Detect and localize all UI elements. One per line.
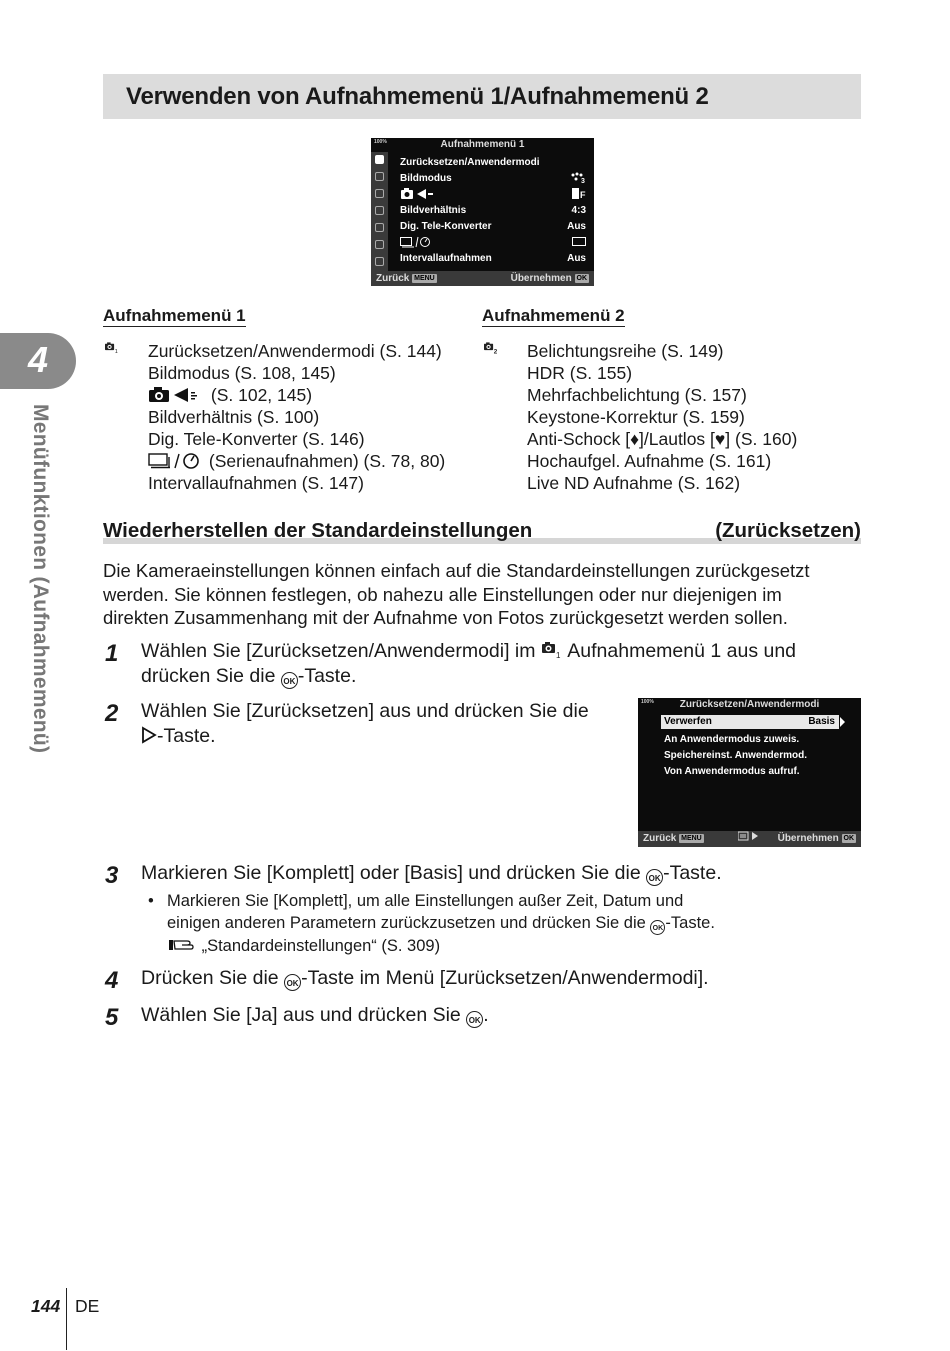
svg-text:1: 1 <box>555 651 561 660</box>
screen-header: Aufnahmemenü 1 <box>440 139 525 150</box>
svg-text:1: 1 <box>114 348 118 355</box>
svg-text:2: 2 <box>493 348 498 355</box>
step-5-text: Wählen Sie [Ja] aus und drücken Sie OK . <box>141 1004 489 1026</box>
playback-menu-tab-icon <box>375 206 384 215</box>
step-number: 1 <box>105 640 119 667</box>
menu-row: An Anwendermodus zuweis. <box>664 734 800 745</box>
quality-setting-icon <box>572 188 586 204</box>
menu-row: Speichereinst. Anwendermod. <box>664 750 807 761</box>
shooting-menu-1-icon <box>103 341 121 360</box>
list-item: Bildverhältnis (S. 100) <box>148 407 320 427</box>
custom-menu-tab-icon <box>375 223 384 232</box>
menu-row <box>400 236 586 250</box>
menu-row: Bildmodus 3 <box>400 172 586 186</box>
step-3-bullet: Markieren Sie [Komplett], um alle Einstellungen außer Zeit, Datum und einigen anderen Parametern zurückzusetzen und drücken Sie die OK -Taste. „Standardeinstellungen“ (S. 309) <box>167 892 715 955</box>
section-title-right: (Zurücksetzen) <box>715 519 861 542</box>
single-frame-icon <box>572 236 586 251</box>
ok-button-icon: OK <box>281 672 298 689</box>
ok-button-icon: OK <box>646 869 663 886</box>
shooting-menu-2-tab-icon <box>375 172 384 181</box>
screen-footer: Zurück MENU Übernehmen OK <box>371 271 594 286</box>
chapter-number: 4 <box>27 339 49 380</box>
svg-text:3: 3 <box>581 178 585 184</box>
step-1-text: Wählen Sie [Zurücksetzen/Anwendermodi] im 1 Aufnahmemenü 1 aus und drücken Sie die OK -Taste. <box>141 640 797 687</box>
list-item: Keystone-Korrektur (S. 159) <box>527 407 745 427</box>
step-3-text: Markieren Sie [Komplett] oder [Basis] und drücken Sie die OK -Taste. <box>141 862 722 884</box>
menu2-title-wrap <box>482 306 625 326</box>
menu1-title: Aufnahmemenü 1 <box>103 306 246 325</box>
list-item: Mehrfachbelichtung (S. 157) <box>527 385 747 405</box>
step-number: 4 <box>105 967 119 994</box>
section-title: Wiederherstellen der Standardeinstellungen <box>103 519 533 542</box>
shooting-menu-2-icon <box>482 341 500 360</box>
step-number: 3 <box>105 862 119 889</box>
step-number: 2 <box>105 700 119 727</box>
still-quality-icon <box>400 192 436 203</box>
ok-button-icon: OK <box>284 974 301 991</box>
battery-indicator: 100% <box>374 139 387 145</box>
step-4-text: Drücken Sie die OK -Taste im Menü [Zurücksetzen/Anwendermodi]. <box>141 967 709 989</box>
drive-self-timer-icon <box>400 240 432 251</box>
camera-screen-reset-custom-modes <box>638 698 861 847</box>
screen-footer: Zurück MENU Übernehmen OK <box>638 831 861 847</box>
svg-text:F: F <box>580 190 586 199</box>
reference-hand-icon <box>167 937 197 955</box>
drive-self-timer-icon <box>148 451 204 471</box>
menu-row: Dig. Tele-Konverter Aus <box>400 221 586 232</box>
step-number: 5 <box>105 1004 119 1031</box>
menu2-title: Aufnahmemenü 2 <box>482 306 625 325</box>
list-item: Anti-Schock [♦]/Lautlos [♥] (S. 160) <box>527 429 798 449</box>
step-2-text: Wählen Sie [Zurücksetzen] aus und drücken Sie die -Taste. <box>141 700 589 747</box>
intro-paragraph: Die Kameraeinstellungen können einfach auf die Standardeinstellungen zurückgesetzt werden. Sie können festlegen, ob nahezu alle Einstellungen oder nur diejenigen im direkten Zusammenhang mit der Aufnahme von Fotos zurückgesetzt werden sollen. <box>103 560 810 628</box>
video-menu-tab-icon <box>375 189 384 198</box>
menu-row: Von Anwendermodus aufruf. <box>664 766 800 777</box>
screen-header: Zurücksetzen/Anwendermodi <box>679 699 820 710</box>
menu-row: Zurücksetzen/Anwendermodi <box>400 157 540 168</box>
battery-indicator: 100% <box>641 699 654 705</box>
shooting-menu-1-tab-icon <box>375 155 384 164</box>
menu2-list <box>527 340 797 494</box>
page-number: 144 <box>31 1296 61 1316</box>
my-menu-tab-icon <box>375 257 384 266</box>
step-3-bullet-mark: • <box>148 892 154 910</box>
menu-row <box>400 188 586 202</box>
setup-menu-tab-icon <box>375 240 384 249</box>
menu1-list <box>148 340 445 494</box>
list-item: Dig. Tele-Konverter (S. 146) <box>148 429 365 449</box>
chapter-label: Menüfunktionen (Aufnahmemenü) <box>29 404 52 754</box>
still-quality-icon <box>148 385 206 405</box>
ok-button-icon: OK <box>466 1011 483 1028</box>
menu-row: Bildverhältnis 4:3 <box>400 205 586 216</box>
list-item: HDR (S. 155) <box>527 363 633 383</box>
page-title: Verwenden von Aufnahmemenü 1/Aufnahmemenü 2 <box>126 83 709 110</box>
chevron-right-icon <box>840 717 845 727</box>
settings-arrow-icon <box>738 831 760 847</box>
list-item: Bildmodus (S. 108, 145) <box>148 363 336 383</box>
menu1-title-wrap <box>103 306 246 326</box>
menu-row: Intervallaufnahmen Aus <box>400 253 586 264</box>
picture-mode-icon <box>570 172 586 189</box>
footer-divider <box>66 1288 67 1350</box>
list-item: Hochaufgel. Aufnahme (S. 161) <box>527 451 772 471</box>
right-arrow-key-icon <box>141 725 157 747</box>
ok-button-icon: OK <box>650 920 665 935</box>
list-item: (Serienaufnahmen) (S. 78, 80) <box>148 450 445 472</box>
selected-menu-row: Verwerfen Basis <box>661 715 839 729</box>
chapter-tab <box>0 333 76 389</box>
menu-tab-rail <box>371 152 388 272</box>
camera-screen-shooting-menu-1 <box>371 138 594 286</box>
language-code: DE <box>75 1296 100 1316</box>
list-item: Zurücksetzen/Anwendermodi (S. 144) <box>148 341 442 361</box>
list-item: Live ND Aufnahme (S. 162) <box>527 473 741 493</box>
list-item: (S. 102, 145) <box>148 384 445 406</box>
section-heading <box>103 518 861 546</box>
list-item: Intervallaufnahmen (S. 147) <box>148 473 364 493</box>
list-item: Belichtungsreihe (S. 149) <box>527 341 724 361</box>
page-title-bar <box>103 74 861 119</box>
shooting-menu-1-icon <box>541 640 563 662</box>
